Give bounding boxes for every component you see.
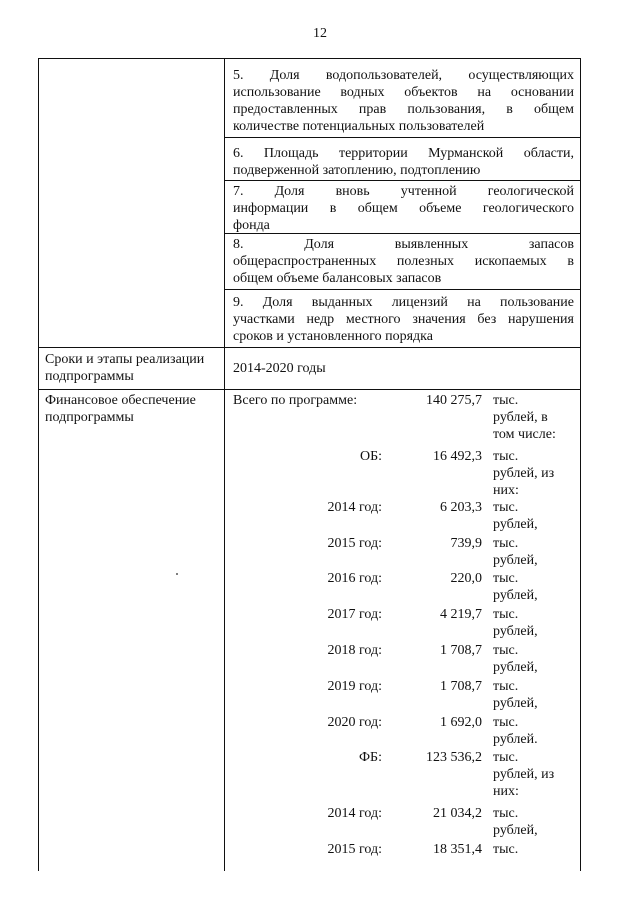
terms-label-line: Сроки и этапы реализации xyxy=(45,352,205,367)
finance-row-unit-line: тыс. xyxy=(493,679,519,694)
finance-row-value: 140 275,7 xyxy=(426,393,482,408)
indicator-5-line: предоставленных прав пользования, в общем xyxy=(233,102,574,117)
finance-row-label: 2020 год: xyxy=(327,715,382,730)
finance-row-unit-line: тыс. xyxy=(493,607,519,622)
finance-row-unit xyxy=(493,535,583,569)
indicator-6-line: 6. Площадь территории Мурманской области, xyxy=(233,146,574,161)
terms-value: 2014-2020 годы xyxy=(233,361,326,376)
finance-row-unit-line: них: xyxy=(493,483,519,498)
indicator-5-line: 5. Доля водопользователей, осуществляющих xyxy=(233,68,574,83)
finance-row-value: 123 536,2 xyxy=(426,750,482,765)
finance-label-line: подпрограммы xyxy=(45,410,134,425)
finance-row-unit xyxy=(493,714,583,748)
finance-row-label: ФБ: xyxy=(359,750,382,765)
terms-label xyxy=(45,351,221,385)
finance-row-unit-line: тыс. xyxy=(493,500,519,515)
indicator-8 xyxy=(233,236,574,287)
finance-row-unit-line: тыс. xyxy=(493,643,519,658)
finance-row-unit-line: том числе: xyxy=(493,427,556,442)
indicator-7-line: информации в общем объеме геологического xyxy=(233,201,574,216)
finance-row-unit-line: рублей, xyxy=(493,823,538,838)
finance-row-unit xyxy=(493,392,583,443)
terms-label-line: подпрограммы xyxy=(45,369,134,384)
finance-row-unit xyxy=(493,805,583,839)
finance-row-unit-line: рублей, xyxy=(493,696,538,711)
finance-label xyxy=(45,392,221,426)
finance-row-label: 2017 год: xyxy=(327,607,382,622)
finance-row-value: 4 219,7 xyxy=(440,607,482,622)
passport-table xyxy=(38,58,581,871)
finance-row-unit xyxy=(493,749,583,800)
indicator-8-line: общераспространенных полезных ископаемых в xyxy=(233,254,574,269)
finance-row-unit-line: рублей, из xyxy=(493,466,555,481)
finance-row-value: 1 708,7 xyxy=(440,643,482,658)
finance-row-value: 1 708,7 xyxy=(440,679,482,694)
finance-row-label: 2015 год: xyxy=(327,842,382,857)
page-number: 12 xyxy=(313,26,327,41)
finance-row-unit-line: тыс. xyxy=(493,536,519,551)
finance-row-unit-line: рублей, xyxy=(493,588,538,603)
finance-row-unit-line: тыс. xyxy=(493,750,519,765)
indicator-9 xyxy=(233,294,574,345)
finance-row-label: 2015 год: xyxy=(327,536,382,551)
scan-speck xyxy=(176,573,178,575)
finance-row-unit-line: тыс. xyxy=(493,715,519,730)
row-divider xyxy=(39,347,580,348)
finance-row-label: 2018 год: xyxy=(327,643,382,658)
finance-row-unit-line: тыс. xyxy=(493,842,519,857)
indicator-9-line: сроков и установленного порядка xyxy=(233,329,433,344)
row-divider xyxy=(224,289,580,290)
finance-row-unit xyxy=(493,499,583,533)
indicator-6-line: подверженной затоплению, подтоплению xyxy=(233,163,481,178)
finance-label-line: Финансовое обеспечение xyxy=(45,393,196,408)
finance-row-value: 1 692,0 xyxy=(440,715,482,730)
indicator-8-line: общем объеме балансовых запасов xyxy=(233,271,442,286)
indicator-8-line: 8. Доля выявленных запасов xyxy=(233,237,574,252)
finance-row-unit-line: тыс. xyxy=(493,806,519,821)
finance-row-unit-line: рублей, в xyxy=(493,410,548,425)
finance-row-unit-line: рублей, xyxy=(493,624,538,639)
indicator-5 xyxy=(233,67,574,135)
finance-row-unit-line: рублей, xyxy=(493,553,538,568)
finance-row-unit xyxy=(493,570,583,604)
finance-row-value: 16 492,3 xyxy=(433,449,482,464)
finance-row-unit-line: тыс. xyxy=(493,393,519,408)
finance-row-label: 2019 год: xyxy=(327,679,382,694)
indicator-5-line: количестве потенциальных пользователей xyxy=(233,119,485,134)
row-divider xyxy=(224,180,580,181)
row-divider xyxy=(39,389,580,390)
indicator-9-line: участками недр местного значения без нарушения xyxy=(233,312,574,327)
indicator-9-line: 9. Доля выданных лицензий на пользование xyxy=(233,295,574,310)
finance-row-label: 2016 год: xyxy=(327,571,382,586)
finance-row-unit xyxy=(493,841,583,858)
indicator-7-line: 7. Доля вновь учтенной геологической xyxy=(233,184,574,199)
finance-row-unit-line: рублей, xyxy=(493,660,538,675)
finance-row-value: 220,0 xyxy=(450,571,482,586)
finance-row-unit xyxy=(493,448,583,499)
indicator-5-line: использование водных объектов на основании xyxy=(233,85,574,100)
finance-row-unit xyxy=(493,642,583,676)
finance-row-unit-line: них: xyxy=(493,784,519,799)
finance-row-label: 2014 год: xyxy=(327,500,382,515)
finance-row-label: ОБ: xyxy=(359,449,382,464)
finance-row-unit-line: рублей. xyxy=(493,732,538,747)
row-divider xyxy=(224,137,580,138)
finance-row-value: 739,9 xyxy=(450,536,482,551)
indicator-7 xyxy=(233,183,574,234)
finance-row-value: 18 351,4 xyxy=(433,842,482,857)
finance-row-unit xyxy=(493,606,583,640)
finance-row-unit-line: тыс. xyxy=(493,449,519,464)
finance-row-label: 2014 год: xyxy=(327,806,382,821)
finance-row-unit-line: тыс. xyxy=(493,571,519,586)
finance-row-label: Всего по программе: xyxy=(233,393,358,408)
finance-row-unit-line: рублей, из xyxy=(493,767,555,782)
finance-row-unit-line: рублей, xyxy=(493,517,538,532)
finance-row-value: 6 203,3 xyxy=(440,500,482,515)
indicator-6 xyxy=(233,145,574,179)
finance-row-unit xyxy=(493,678,583,712)
indicator-7-line: фонда xyxy=(233,218,270,233)
finance-row-value: 21 034,2 xyxy=(433,806,482,821)
